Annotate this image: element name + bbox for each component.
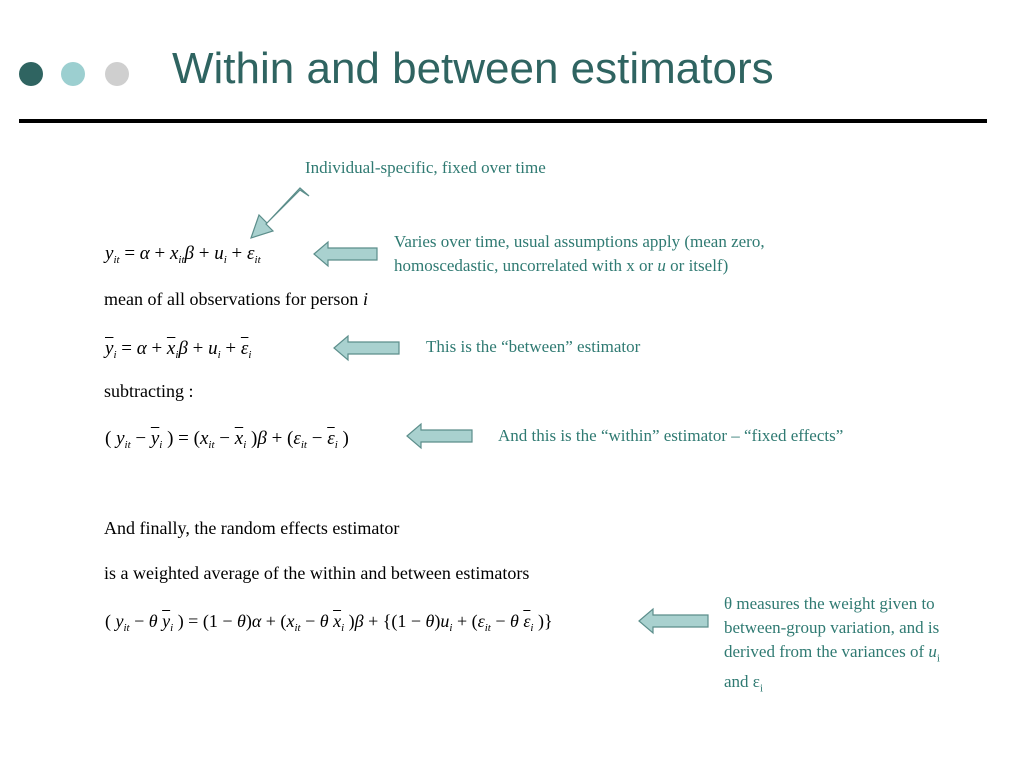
annotation-text: or itself) [665, 256, 729, 275]
annotation-line: Varies over time, usual assumptions apply (mean zero, [394, 232, 765, 251]
annotation-theta [724, 592, 940, 701]
equation-model: $y_{it} = \alpha + x_{it}\beta + u_i + \varepsilon_{it}$ [105, 243, 261, 266]
left-arrow-icon [333, 334, 401, 362]
annotation-varies-over-time [394, 230, 765, 278]
annotation-individual-specific: Individual-specific, fixed over time [305, 158, 546, 177]
annotation-var: u [657, 256, 666, 275]
annotation-var: u [928, 642, 937, 661]
bullet-dot-dark [19, 62, 43, 86]
subtracting-text: subtracting : [104, 381, 194, 401]
left-arrow-icon [313, 240, 379, 268]
annotation-line [724, 670, 940, 700]
annotation-line: θ measures the weight given to [724, 594, 935, 613]
weighted-average-text: is a weighted average of the within and between estimators [104, 563, 530, 583]
annotation-line [724, 640, 940, 670]
slide-title: Within and between estimators [172, 44, 774, 93]
equation-within: ( $y_{it} - \overline{y}_i$ ) = ($x_{it} - \overline{x}_i$ )$\beta + (\varepsilon_{it} - \overline{\varepsilon}_i$ ) [105, 428, 349, 451]
bullet-dot-light [61, 62, 85, 86]
mean-prefix: mean of all observations for person [104, 289, 363, 309]
left-arrow-icon [406, 422, 474, 450]
annotation-text: derived from the variances of [724, 642, 929, 661]
annotation-within: And this is the “within” estimator – “fixed effects” [498, 426, 844, 445]
equation-between: $\overline{y}_i = \alpha + \overline{x}_i\beta + u_i + \overline{\varepsilon}_i$ [105, 338, 252, 361]
annotation-line [394, 254, 765, 278]
annotation-text: homoscedastic, uncorrelated with x or [394, 256, 658, 275]
random-effects-text: And finally, the random effects estimator [104, 518, 400, 538]
annotation-sub: i [936, 652, 940, 665]
left-arrow-icon [638, 607, 710, 635]
annotation-sub: i [759, 682, 763, 695]
mean-text [104, 289, 368, 310]
annotation-line: between-group variation, and is [724, 618, 940, 637]
annotation-text: and ε [724, 672, 760, 692]
bullet-dot-gray [105, 62, 129, 86]
mean-var: i [362, 289, 368, 309]
equation-random-effects: ( $y_{it} - \theta$ $\overline{y}_i$ ) = $(1 - \theta)\alpha + (x_{it} - \theta$ $\overline{x}_i$ )$\beta + \{(1 - \theta)u_i + (\varepsilon_{it} - \theta$ $\overline{\varepsilon}_i$ )} [105, 611, 553, 634]
annotation-between: This is the “between” estimator [426, 337, 641, 356]
title-divider [19, 119, 987, 123]
diagonal-arrow-icon [245, 188, 315, 244]
